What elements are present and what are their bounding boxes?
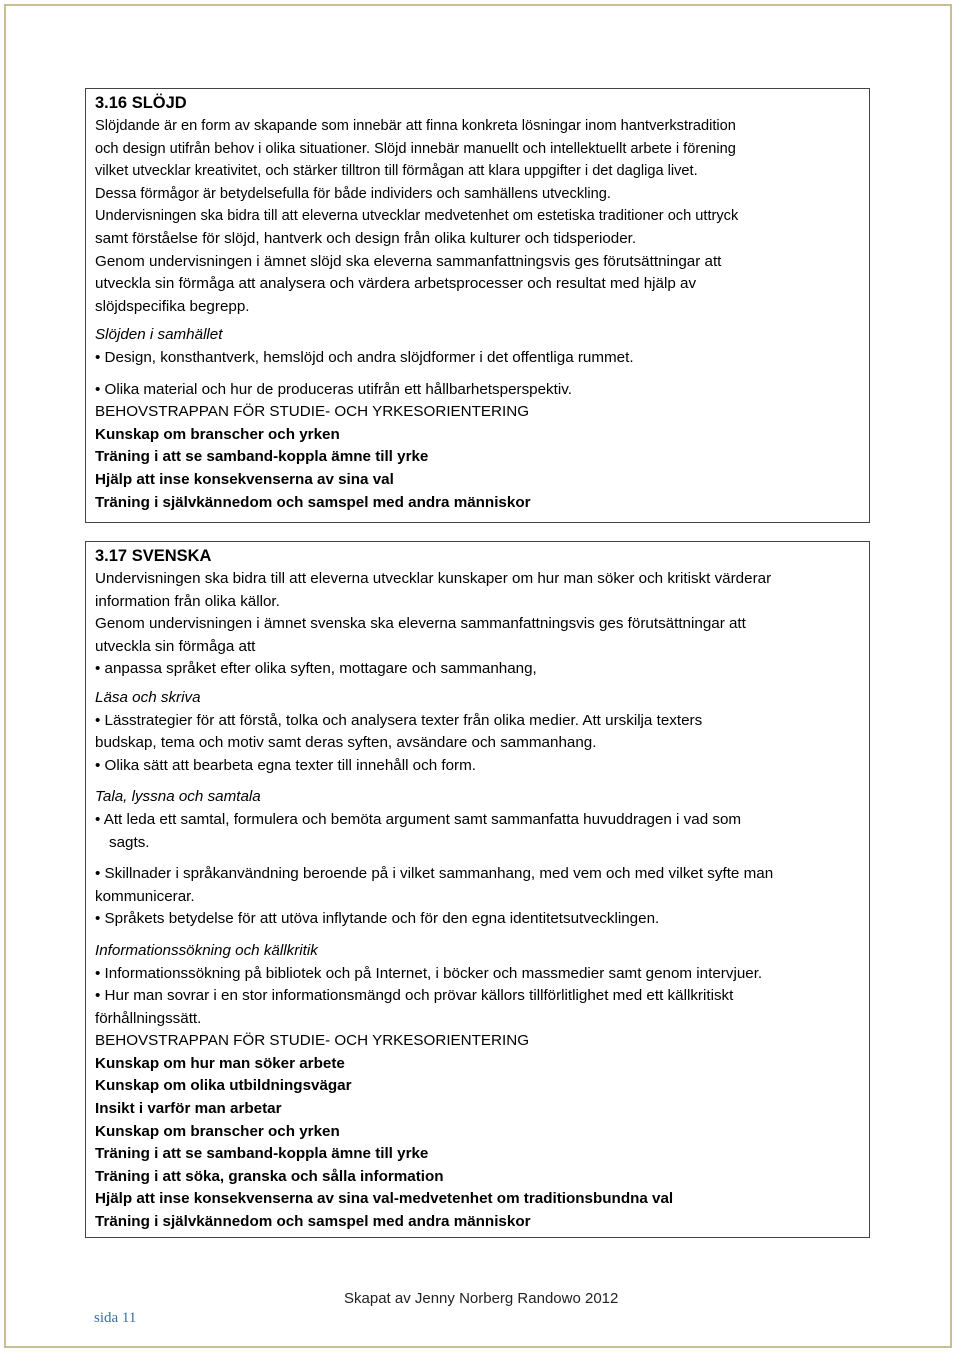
text-line: kommunicerar.: [95, 887, 195, 905]
ladder-item: Hjälp att inse konsekvenserna av sina val: [95, 470, 394, 488]
text-line: Genom undervisningen i ämnet slöjd ska eleverna sammanfattningsvis ges förutsättningar att: [95, 252, 722, 270]
bullet-item: • Skillnader i språkanvändning beroende på i vilket sammanhang, med vem och med vilket syfte man: [95, 865, 774, 883]
bullet-item: • Olika sätt att bearbeta egna texter till innehåll och form.: [95, 756, 476, 774]
text-line: slöjdspecifika begrepp.: [95, 297, 250, 315]
ladder-item: Kunskap om olika utbildningsvägar: [95, 1077, 352, 1095]
bullet-item: • Att leda ett samtal, formulera och bemöta argument samt sammanfatta huvuddragen i vad som: [95, 810, 742, 828]
ladder-title: BEHOVSTRAPPAN FÖR STUDIE- OCH YRKESORIENTERING: [95, 403, 530, 421]
footer-credit: Skapat av Jenny Norberg Randowo 2012: [344, 1290, 619, 1307]
ladder-item: Kunskap om branscher och yrken: [95, 425, 340, 443]
ladder-item: Träning i självkännedom och samspel med andra människor: [95, 1213, 531, 1231]
bullet-item: • anpassa språket efter olika syften, mottagare och sammanhang,: [95, 660, 537, 678]
text-line: förhållningssätt.: [95, 1009, 202, 1027]
section-heading: 3.17 SVENSKA: [95, 547, 212, 565]
ladder-item: Insikt i varför man arbetar: [95, 1100, 282, 1118]
ladder-item: Kunskap om hur man söker arbete: [95, 1054, 345, 1072]
section-slojd: [85, 88, 870, 523]
subheading: Tala, lyssna och samtala: [95, 788, 261, 806]
ladder-item: Kunskap om branscher och yrken: [95, 1122, 340, 1140]
text-line: Undervisningen ska bidra till att eleverna utvecklar medvetenhet om estetiska traditioner och uttryck: [95, 208, 739, 225]
subheading: Informationssökning och källkritik: [95, 941, 318, 959]
text-line: Undervisningen ska bidra till att eleverna utvecklar kunskaper om hur man söker och kritiskt värderar: [95, 570, 772, 587]
text-line: utveckla sin förmåga att analysera och värdera arbetsprocesser och resultat med hjälp av: [95, 275, 697, 293]
text-line: vilket utvecklar kreativitet, och stärker tilltron till förmågan att klara uppgifter i det dagliga livet.: [95, 163, 698, 180]
text-line: samt förståelse för slöjd, hantverk och design från olika kulturer och tidsperioder.: [95, 229, 637, 247]
section-heading: 3.16 SLÖJD: [95, 94, 187, 112]
ladder-item: Träning i självkännedom och samspel med andra människor: [95, 493, 531, 511]
text-line: information från olika källor.: [95, 592, 280, 610]
ladder-item: Träning i att söka, granska och sålla information: [95, 1167, 444, 1185]
subheading: Läsa och skriva: [95, 688, 201, 706]
text-line: budskap, tema och motiv samt deras syften, avsändare och sammanhang.: [95, 734, 597, 752]
text-line: utveckla sin förmåga att: [95, 637, 256, 655]
text-line: Dessa förmågor är betydelsefulla för både individers och samhällens utveckling.: [95, 185, 611, 202]
text-line: Slöjdande är en form av skapande som innebär att finna konkreta lösningar inom hantverkstradition: [95, 118, 736, 134]
bullet-item: • Informationssökning på bibliotek och på Internet, i böcker och massmedier samt genom intervjuer.: [95, 964, 763, 982]
bullet-item: • Olika material och hur de produceras utifrån ett hållbarhetsperspektiv.: [95, 380, 572, 398]
text-line: Genom undervisningen i ämnet svenska ska eleverna sammanfattningsvis ges förutsättningar att: [95, 615, 746, 633]
page-number: sida 11: [94, 1310, 137, 1326]
text-line: sagts.: [109, 833, 150, 851]
text-line: och design utifrån behov i olika situationer. Slöjd innebär manuellt och intellektuellt arbete i förening: [95, 140, 736, 157]
subheading: Slöjden i samhället: [95, 326, 223, 344]
ladder-item: Träning i att se samband-koppla ämne till yrke: [95, 1145, 429, 1163]
bullet-item: • Design, konsthantverk, hemslöjd och andra slöjdformer i det offentliga rummet.: [95, 348, 634, 366]
ladder-title: BEHOVSTRAPPAN FÖR STUDIE- OCH YRKESORIENTERING: [95, 1032, 530, 1050]
bullet-item: • Språkets betydelse för att utöva inflytande och för den egna identitetsutvecklingen.: [95, 910, 660, 928]
ladder-item: Hjälp att inse konsekvenserna av sina val-medvetenhet om traditionsbundna val: [95, 1190, 674, 1208]
bullet-item: • Lässtrategier för att förstå, tolka och analysera texter från olika medier. Att urskilja texters: [95, 711, 703, 729]
section-svenska: [85, 541, 870, 1238]
bullet-item: • Hur man sovrar i en stor informationsmängd och prövar källors tillförlitlighet med ett källkritiskt: [95, 987, 734, 1005]
ladder-item: Träning i att se samband-koppla ämne till yrke: [95, 448, 429, 466]
